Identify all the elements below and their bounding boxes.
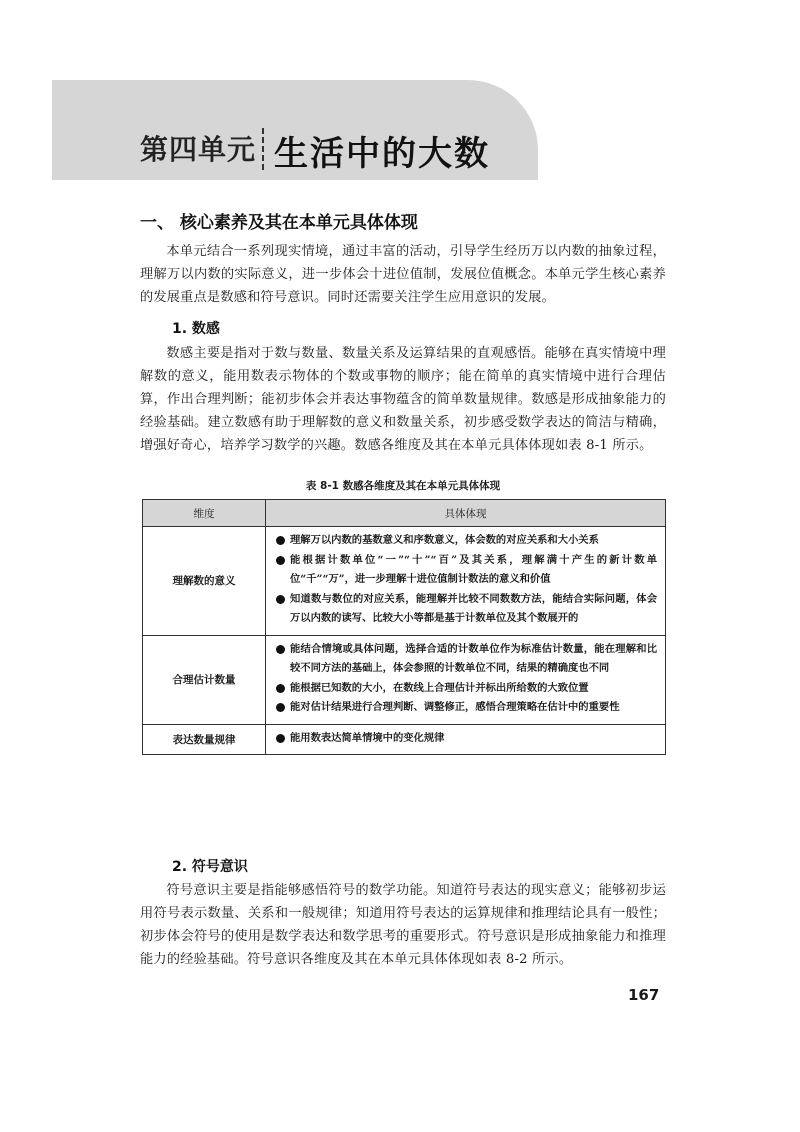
list-item: 能根据已知数的大小，在数线上合理估计并标出所给数的大致位置 bbox=[276, 679, 657, 699]
manifestation-cell bbox=[266, 724, 666, 755]
list-item: 能用数表达简单情境中的变化规律 bbox=[276, 729, 657, 749]
table-row bbox=[143, 724, 666, 755]
intro-paragraph: 本单元结合一系列现实情境，通过丰富的活动，引导学生经历万以内数的抽象过程，理解万以内数的实际意义，进一步体会十进位值制，发展位值概念。本单元学生核心素养的发展重点是数感和符号意识。同时还需要关注学生应用意识的发展。 bbox=[140, 244, 666, 305]
list-item: 能对估计结果进行合理判断、调整修正，感悟合理策略在估计中的重要性 bbox=[276, 698, 657, 718]
header-manifestation: 具体体现 bbox=[266, 500, 666, 527]
dimension-table bbox=[142, 499, 666, 755]
list-item: 能根据计数单位“一”“十”“百”及其关系，理解满十产生的新计数单位“千”“万”，进一步理解十进位值制计数法的意义和价值 bbox=[276, 551, 657, 590]
unit-title: 生活中的大数 bbox=[274, 134, 490, 174]
banner-separator bbox=[262, 128, 264, 170]
manifestation-cell bbox=[266, 635, 666, 724]
section-heading: 一、 核心素养及其在本单元具体体现 bbox=[140, 213, 418, 233]
dimension-cell: 理解数的意义 bbox=[143, 527, 266, 636]
dimension-cell: 合理估计数量 bbox=[143, 635, 266, 724]
header-dimension: 维度 bbox=[143, 500, 266, 527]
table-row bbox=[143, 635, 666, 724]
dimension-cell: 表达数量规律 bbox=[143, 724, 266, 755]
number-sense-paragraph: 数感主要是指对于数与数量、数量关系及运算结果的直观感悟。能够在真实情境中理解数的意义，能用数表示物体的个数或事物的顺序；能在简单的真实情境中进行合理估算，作出合理判断；能初步体会并表达事物蕴含的简单数量规律。数感是形成抽象能力的经验基础。建立数感有助于理解数的意义和数量关系，初步感受数学表达的简洁与精确，增强好奇心，培养学习数学的兴趣。数感各维度及其在本单元具体体现如表 8-1 所示。 bbox=[140, 346, 666, 453]
manifestation-cell bbox=[266, 527, 666, 636]
page-number: 167 bbox=[628, 986, 660, 1004]
table-caption: 表 8-1 数感各维度及其在本单元具体体现 bbox=[305, 480, 501, 492]
list-item: 理解万以内数的基数意义和序数意义，体会数的对应关系和大小关系 bbox=[276, 531, 657, 551]
symbol-sense-heading: 2. 符号意识 bbox=[172, 859, 248, 875]
list-item: 知道数与数位的对应关系，能理解并比较不同数数方法，能结合实际问题，体会万以内数的读写、比较大小等都是基于计数单位及其个数展开的 bbox=[276, 590, 657, 629]
list-item: 能结合情境或具体问题，选择合适的计数单位作为标准估计数量，能在理解和比较不同方法的基础上，体会参照的计数单位不同，结果的精确度也不同 bbox=[276, 640, 657, 679]
symbol-sense-paragraph: 符号意识主要是指能够感悟符号的数学功能。知道符号表达的现实意义；能够初步运用符号表示数量、关系和一般规律；知道用符号表达的运算规律和推理结论具有一般性；初步体会符号的使用是数学表达和数学思考的重要形式。符号意识是形成抽象能力和推理能力的经验基础。符号意识各维度及其在本单元具体体现如表 8-2 所示。 bbox=[140, 883, 666, 967]
unit-label: 第四单元 bbox=[140, 133, 257, 166]
table-row bbox=[143, 527, 666, 636]
table-header-row bbox=[143, 500, 666, 527]
number-sense-heading: 1. 数感 bbox=[172, 321, 220, 337]
